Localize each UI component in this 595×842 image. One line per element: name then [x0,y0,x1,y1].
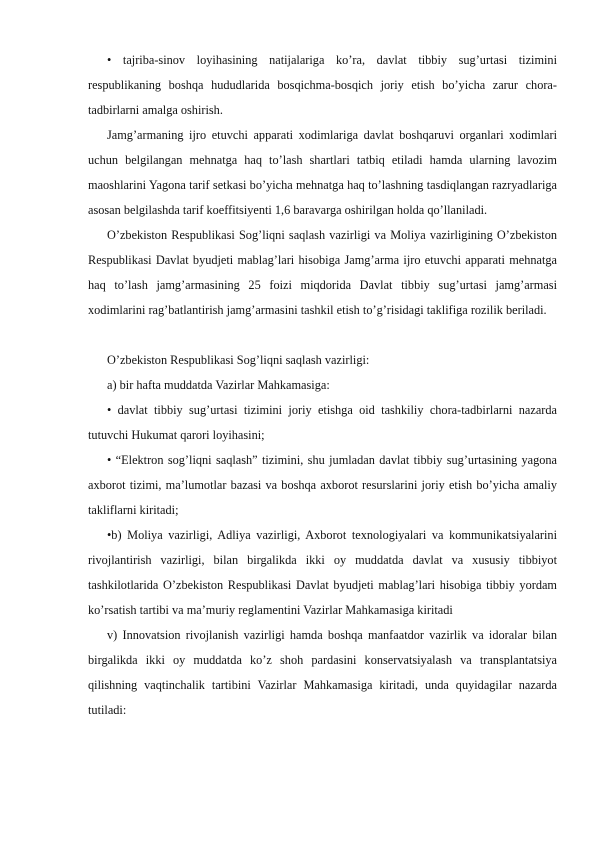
bullet-item-government-decision: • davlat tibbiy sug’urtasi tizimini joriy etishga oid tashkiliy chora-tadbirlarni nazarda tutuvchi Hukumat qarori loyihasini; [88,403,557,442]
paragraph-ministry-heading: O’zbekiston Respublikasi Sog’liqni saqlash vazirligi: [107,353,370,367]
list-item-a: a) bir hafta muddatda Vazirlar Mahkamasiga: [107,378,330,392]
paragraph-staff-remuneration: Jamg’armaning ijro etuvchi apparati xodimlariga davlat boshqaruvi organlari xodimlari uchun belgilangan mehnatga haq to’lash shartlari tatbiq etiladi hamda ularning lavozim maoshlarini Yagona tarif setkasi bo’yicha mehnatga haq to’lashning tasdiqlangan razryadlariga asosan belgilashda tarif koeffitsiyenti 1,6 baravarga oshirilgan holda qo’llaniladi. [88,128,557,217]
bullet-item-electronic-health: • “Elektron sog’liqni saqlash” tizimini, shu jumladan davlat tibbiy sug’urtasining yagona axborot tizimi, ma’lumotlar bazasi va boshqa axborot resurslarini joriy etish bo’yicha amaliy takliflarni kiritadi; [88,453,557,517]
paragraph-spacer [88,323,557,348]
document-page [88,48,557,723]
bullet-paragraph-pilot-results: • tajriba-sinov loyihasining natijalariga ko’ra, davlat tibbiy sug’urtasi tizimini respublikaning boshqa hududlarida bosqichma-bosqich joriy etish bo’yicha zarur chora-tadbirlarni amalga oshirish. [88,53,557,117]
list-item-b: •b) Moliya vazirligi, Adliya vazirligi, Axborot texnologiyalari va kommunikatsiyalarini rivojlantirish vazirligi, bilan birgalikda ikki oy muddatda davlat va xususiy tibbiyot tashkilotlarida O’zbekiston Respublikasi Davlat byudjeti mablag’lari hisobiga tibbiy yordam ko’rsatish tartibi va ma’muriy reglamentini Vazirlar Mahkamasiga kiritadi [88,528,557,617]
list-item-v: v) Innovatsion rivojlanish vazirligi hamda boshqa manfaatdor vazirlik va idoralar bilan birgalikda ikki oy muddatda ko’z shoh pardasini konservatsiyalash va transplantatsiya qilishning vaqtinchalik tartibini Vazirlar Mahkamasiga kiritadi, unda quyidagilar nazarda tutiladi: [88,628,557,717]
paragraph-incentive-fund: O’zbekiston Respublikasi Sog’liqni saqlash vazirligi va Moliya vazirligining O’zbekiston Respublikasi Davlat byudjeti mablag’lari hisobiga Jamg’arma ijro etuvchi apparati mehnatga haq to’lash jamg’armasining 25 foizi miqdorida Davlat tibbiy sug’urtasi jamg’armasi xodimlarini rag’batlantirish jamg’armasini tashkil etish to’g’risidagi taklifiga rozilik beriladi. [88,228,557,317]
